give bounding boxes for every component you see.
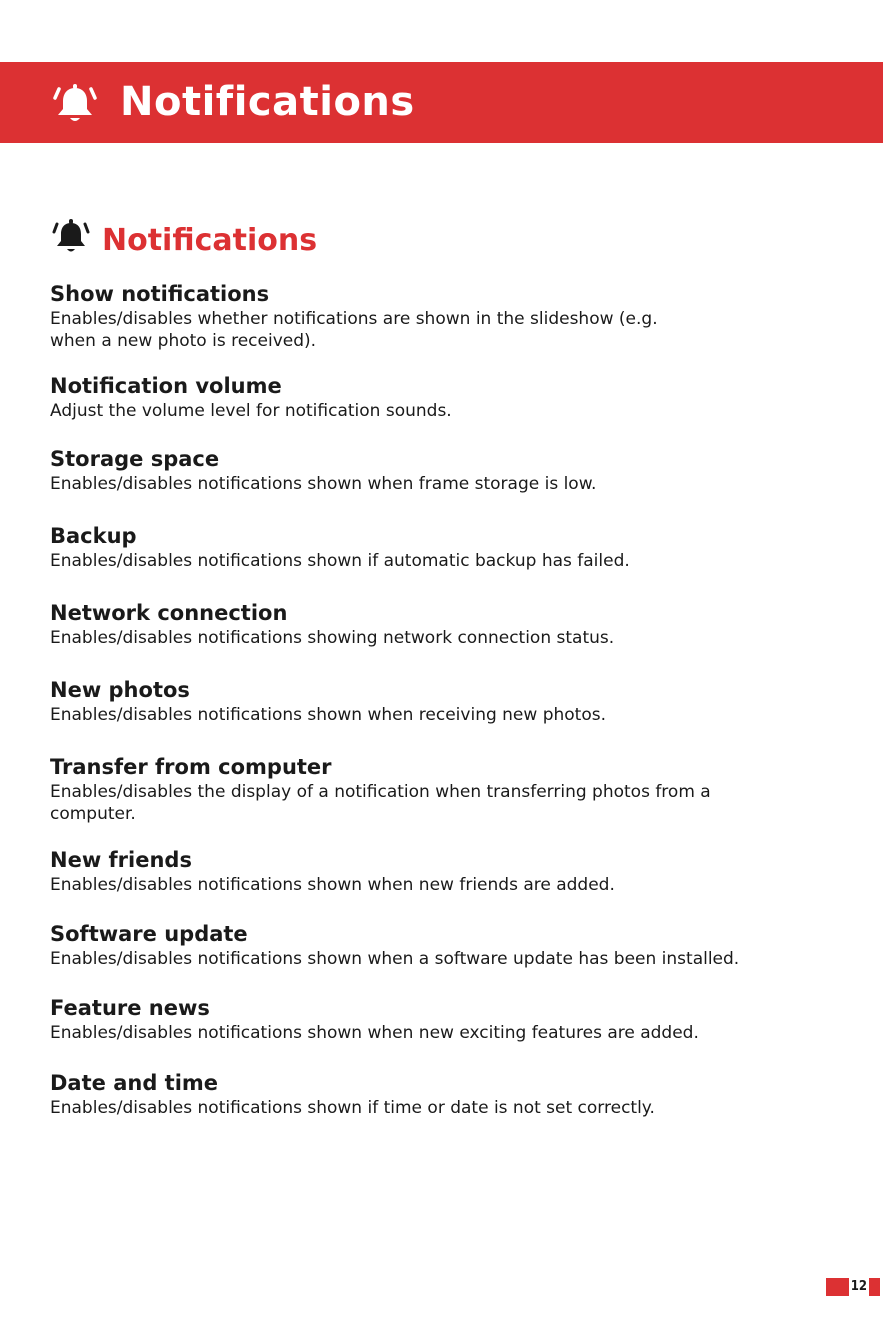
item-description: Enables/disables notifications shown when receiving new photos. xyxy=(50,705,606,725)
list-item xyxy=(50,676,850,726)
item-description: Enables/disables whether notifications are shown in the slideshow (e.g. when a new photo is received). xyxy=(50,309,658,351)
page-number-accent xyxy=(869,1278,880,1296)
item-title: Software update xyxy=(50,922,248,946)
list-item xyxy=(50,753,850,825)
list-item xyxy=(50,522,850,572)
item-description: Enables/disables notifications shown when new exciting features are added. xyxy=(50,1023,699,1043)
item-title: Network connection xyxy=(50,601,288,625)
item-title: Notification volume xyxy=(50,374,282,398)
item-title: Backup xyxy=(50,524,137,548)
section-title: Notifications xyxy=(102,223,318,258)
page-number-accent xyxy=(826,1278,849,1296)
header-banner xyxy=(0,62,883,143)
list-item xyxy=(50,372,850,422)
bell-ringing-icon xyxy=(50,218,92,256)
item-title: Feature news xyxy=(50,996,210,1020)
list-item xyxy=(50,994,850,1044)
list-item xyxy=(50,846,850,896)
banner-title: Notifications xyxy=(120,79,415,125)
item-description: Enables/disables notifications shown if automatic backup has failed. xyxy=(50,551,630,571)
item-description: Adjust the volume level for notification sounds. xyxy=(50,401,452,421)
page-number-text: 12 xyxy=(850,1279,867,1294)
item-title: Transfer from computer xyxy=(50,755,332,779)
list-item xyxy=(50,280,850,352)
item-description: Enables/disables the display of a notification when transferring photos from a computer. xyxy=(50,782,711,824)
item-description: Enables/disables notifications shown if time or date is not set correctly. xyxy=(50,1098,655,1118)
item-title: Date and time xyxy=(50,1071,219,1095)
item-title: New friends xyxy=(50,848,192,872)
item-description: Enables/disables notifications shown when new friends are added. xyxy=(50,875,615,895)
list-item xyxy=(50,599,850,649)
item-title: Storage space xyxy=(50,447,220,471)
item-description: Enables/disables notifications showing network connection status. xyxy=(50,628,615,648)
section-heading xyxy=(50,216,750,266)
bell-ringing-icon xyxy=(50,82,100,126)
list-item xyxy=(50,445,850,495)
item-description: Enables/disables notifications shown when frame storage is low. xyxy=(50,474,597,494)
list-item xyxy=(50,1069,850,1119)
item-description: Enables/disables notifications shown when a software update has been installed. xyxy=(50,949,740,969)
item-title: Show notifications xyxy=(50,282,270,306)
list-item xyxy=(50,920,850,970)
item-title: New photos xyxy=(50,678,190,702)
page-number xyxy=(826,1278,880,1296)
